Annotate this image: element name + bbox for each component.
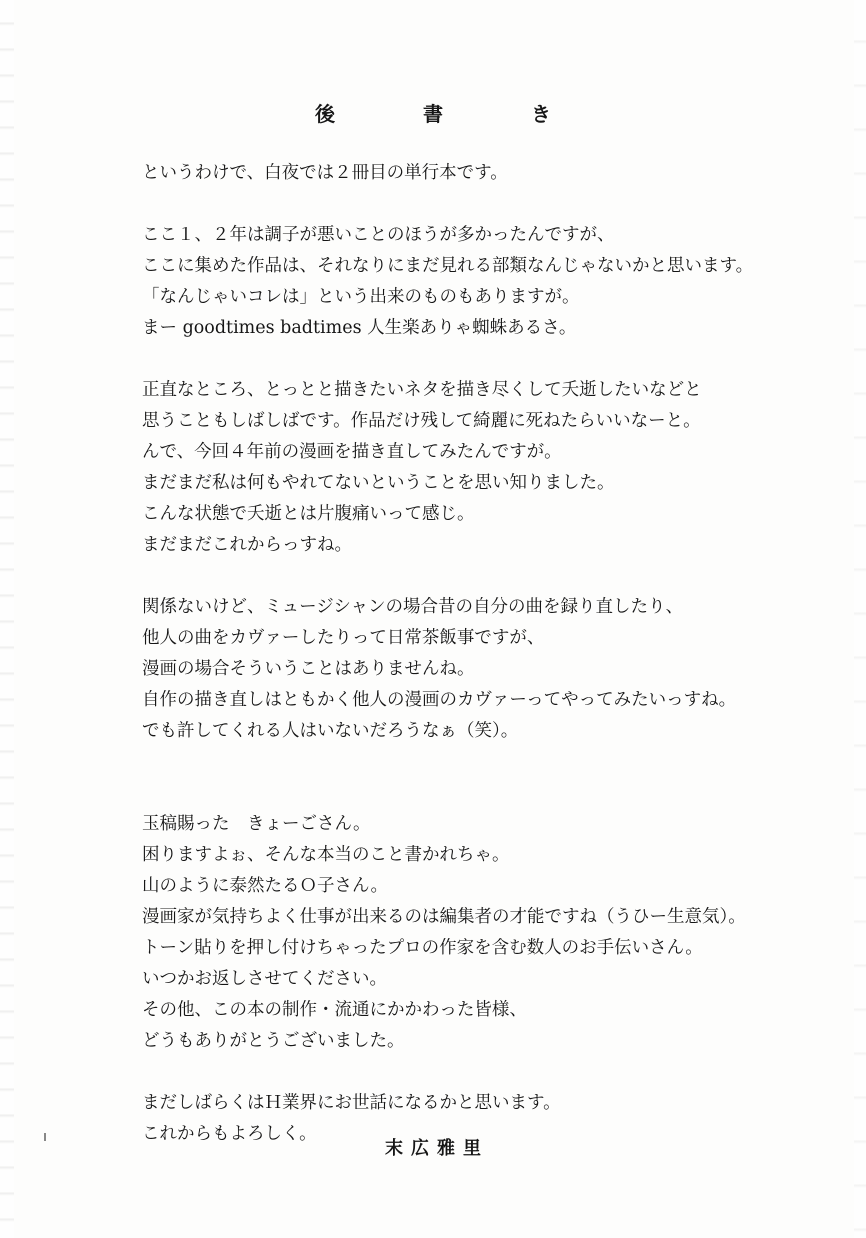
text-line: まだまだ私は何もやれてないということを思い知りました。 <box>142 473 615 493</box>
afterword-body <box>142 158 842 1150</box>
text-line: 玉稿賜った きょーごさん。 <box>142 814 371 834</box>
text-line: まだまだこれからっすね。 <box>142 535 352 555</box>
text-line: まだしばらくはＨ業界にお世話になるかと思います。 <box>142 1093 561 1113</box>
text-line: いつかお返しさせてください。 <box>142 969 387 989</box>
page-edge-left <box>0 0 14 1238</box>
text-line: その他、この本の制作・流通にかかわった皆様、 <box>142 1000 527 1020</box>
text-line: んで、今回４年前の漫画を描き直してみたんですが。 <box>142 442 562 462</box>
text-line: 思うこともしばしばです。作品だけ残して綺麗に死ねたらいいなーと。 <box>142 411 701 431</box>
text-line: ここに集めた作品は、それなりにまだ見れる部類なんじゃないかと思います。 <box>142 256 754 276</box>
text-line: 漫画家が気持ちよく仕事が出来るのは編集者の才能ですね（うひー生意気）。 <box>142 907 746 927</box>
page-edge-right <box>854 0 866 1238</box>
text-line: まー goodtimes badtimes 人生楽ありゃ蜘蛛あるさ。 <box>142 318 577 338</box>
paragraph-5 <box>142 809 842 1057</box>
page-title: 後 書 き <box>315 102 585 126</box>
text-line: というわけで、白夜では２冊目の単行本です。 <box>142 163 508 183</box>
text-line: 他人の曲をカヴァーしたりって日常茶飯事ですが、 <box>142 628 545 648</box>
text-line: でも許してくれる人はいないだろうなぁ（笑）。 <box>142 721 519 741</box>
author-signature: 末広雅里 <box>385 1138 489 1159</box>
paragraph-4 <box>142 592 842 747</box>
text-line: ここ１、２年は調子が悪いことのほうが多かったんですが、 <box>142 225 615 245</box>
text-line: 山のように泰然たるＯ子さん。 <box>142 876 389 896</box>
paragraph-1 <box>142 158 842 189</box>
text-line: これからもよろしく。 <box>142 1124 317 1144</box>
text-line: 自作の描き直しはともかく他人の漫画のカヴァーってやってみたいっすね。 <box>142 690 737 710</box>
text-line: 関係ないけど、ミュージシャンの場合昔の自分の曲を録り直したり、 <box>142 597 684 617</box>
text-line: 「なんじゃいコレは」という出来のものもありますが。 <box>142 287 580 307</box>
text-line: どうもありがとうございました。 <box>142 1031 405 1051</box>
text-line: トーン貼りを押し付けちゃったプロの作家を含む数人のお手伝いさん。 <box>142 938 703 958</box>
text-line: 正直なところ、とっとと描きたいネタを描き尽くして夭逝したいなどと <box>142 380 702 400</box>
text-line: こんな状態で夭逝とは片腹痛いって感じ。 <box>142 504 475 524</box>
text-line: 困りますよぉ、そんな本当のこと書かれちゃ。 <box>142 845 510 865</box>
paragraph-2 <box>142 220 842 344</box>
text-line: 漫画の場合そういうことはありませんね。 <box>142 659 475 679</box>
paragraph-3 <box>142 375 842 561</box>
